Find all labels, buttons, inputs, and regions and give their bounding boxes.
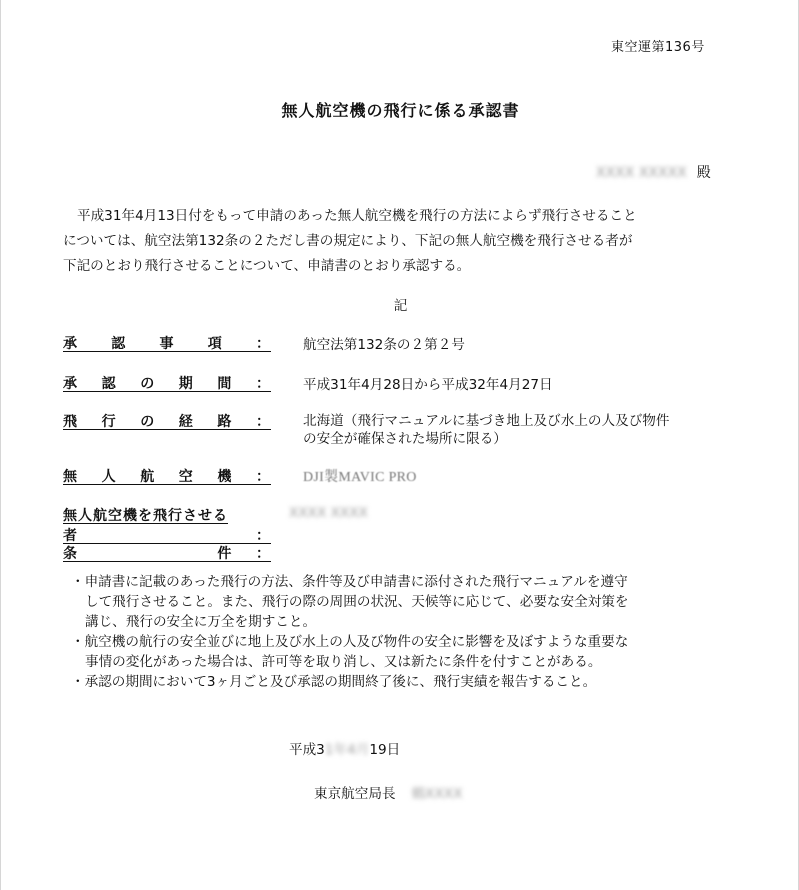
document-number	[611, 36, 705, 55]
condition-line: 事情の変化があった場合は、許可等を取り消し、又は新たに条件を付すことがある。	[85, 654, 602, 670]
ki-heading: 記	[393, 298, 408, 314]
issue-date-suffix: 19日	[369, 742, 401, 758]
approval-period-value: 平成31年4月28日から平成32年4月27日	[303, 377, 553, 393]
condition-line: 承認の期間において3ヶ月ごと及び承認の期間終了後に、飛行実績を報告すること。	[84, 674, 597, 690]
issuing-authority: 東京航空局長	[314, 786, 396, 802]
flight-route-row	[63, 411, 670, 447]
pilot-label: 無人航空機を飛行させる者 ：	[63, 508, 271, 544]
flight-route-label: 飛 行 の 経 路 ：	[63, 414, 271, 430]
pilot-row	[63, 505, 368, 545]
intro-line: 平成31年4月13日付をもって申請のあった無人航空機を飛行の方法によらず飛行させること	[77, 208, 637, 224]
conditions-list	[71, 572, 771, 692]
condition-line: 講じ、飛行の安全に万全を期すこと。	[85, 614, 317, 630]
condition-line: 航空機の航行の安全並びに地上及び水上の人及び物件の安全に影響を及ぼすような重要な	[84, 634, 629, 650]
document-title: 無人航空機の飛行に係る承認書	[281, 101, 520, 120]
issue-date-prefix: 平成3	[289, 742, 325, 758]
flight-route-value	[303, 412, 743, 448]
approval-period-row	[63, 373, 553, 393]
recipient-honorific: 殿	[696, 165, 711, 181]
condition-bullet: ・	[71, 574, 85, 590]
document-number-text: 東空運第136号	[611, 40, 705, 55]
conditions-row	[63, 543, 271, 563]
approval-period-label: 承 認 の 期 間 ：	[63, 376, 271, 392]
issue-date	[289, 738, 400, 758]
condition-bullet: ・	[71, 634, 85, 650]
recipient	[596, 162, 711, 182]
condition-line: 申請書に記載のあった飛行の方法、条件等及び申請書に添付された飛行マニュアルを遵守	[84, 574, 628, 590]
condition-item	[71, 632, 771, 672]
intro-line: については、航空法第132条の２ただし書の規定により、下記の無人航空機を飛行させる者が	[63, 233, 633, 249]
conditions-label: 条 件 ：	[63, 546, 271, 562]
condition-line: して飛行させること。また、飛行の際の周囲の状況、天候等に応じて、必要な安全対策を	[85, 594, 629, 610]
signatory-name-redacted: 鶴XXXX	[411, 786, 463, 802]
approval-matter-row	[63, 333, 465, 353]
signature-block	[314, 782, 462, 802]
pilot-value-redacted: XXXX XXXX	[289, 505, 368, 521]
issue-date-redacted: 1年4月	[324, 742, 370, 758]
approval-matter-label: 承 認 事 項 ：	[63, 336, 271, 352]
condition-bullet: ・	[71, 674, 85, 690]
intro-paragraph	[63, 204, 743, 279]
flight-route-line: の安全が確保された場所に限る）	[303, 431, 507, 447]
aircraft-label: 無 人 航 空 機 ：	[63, 469, 271, 485]
flight-route-line: 北海道（飛行マニュアルに基づき地上及び水上の人及び物件	[303, 413, 670, 429]
approval-matter-value: 航空法第132条の２第２号	[303, 337, 465, 353]
condition-item	[71, 672, 771, 692]
condition-item	[71, 572, 771, 632]
recipient-name-redacted: XXXX XXXXX	[596, 165, 687, 181]
aircraft-row	[63, 466, 417, 486]
aircraft-value: DJI製MAVIC PRO	[303, 470, 417, 485]
intro-line: 下記のとおり飛行させることについて、申請書のとおり承認する。	[63, 258, 471, 274]
